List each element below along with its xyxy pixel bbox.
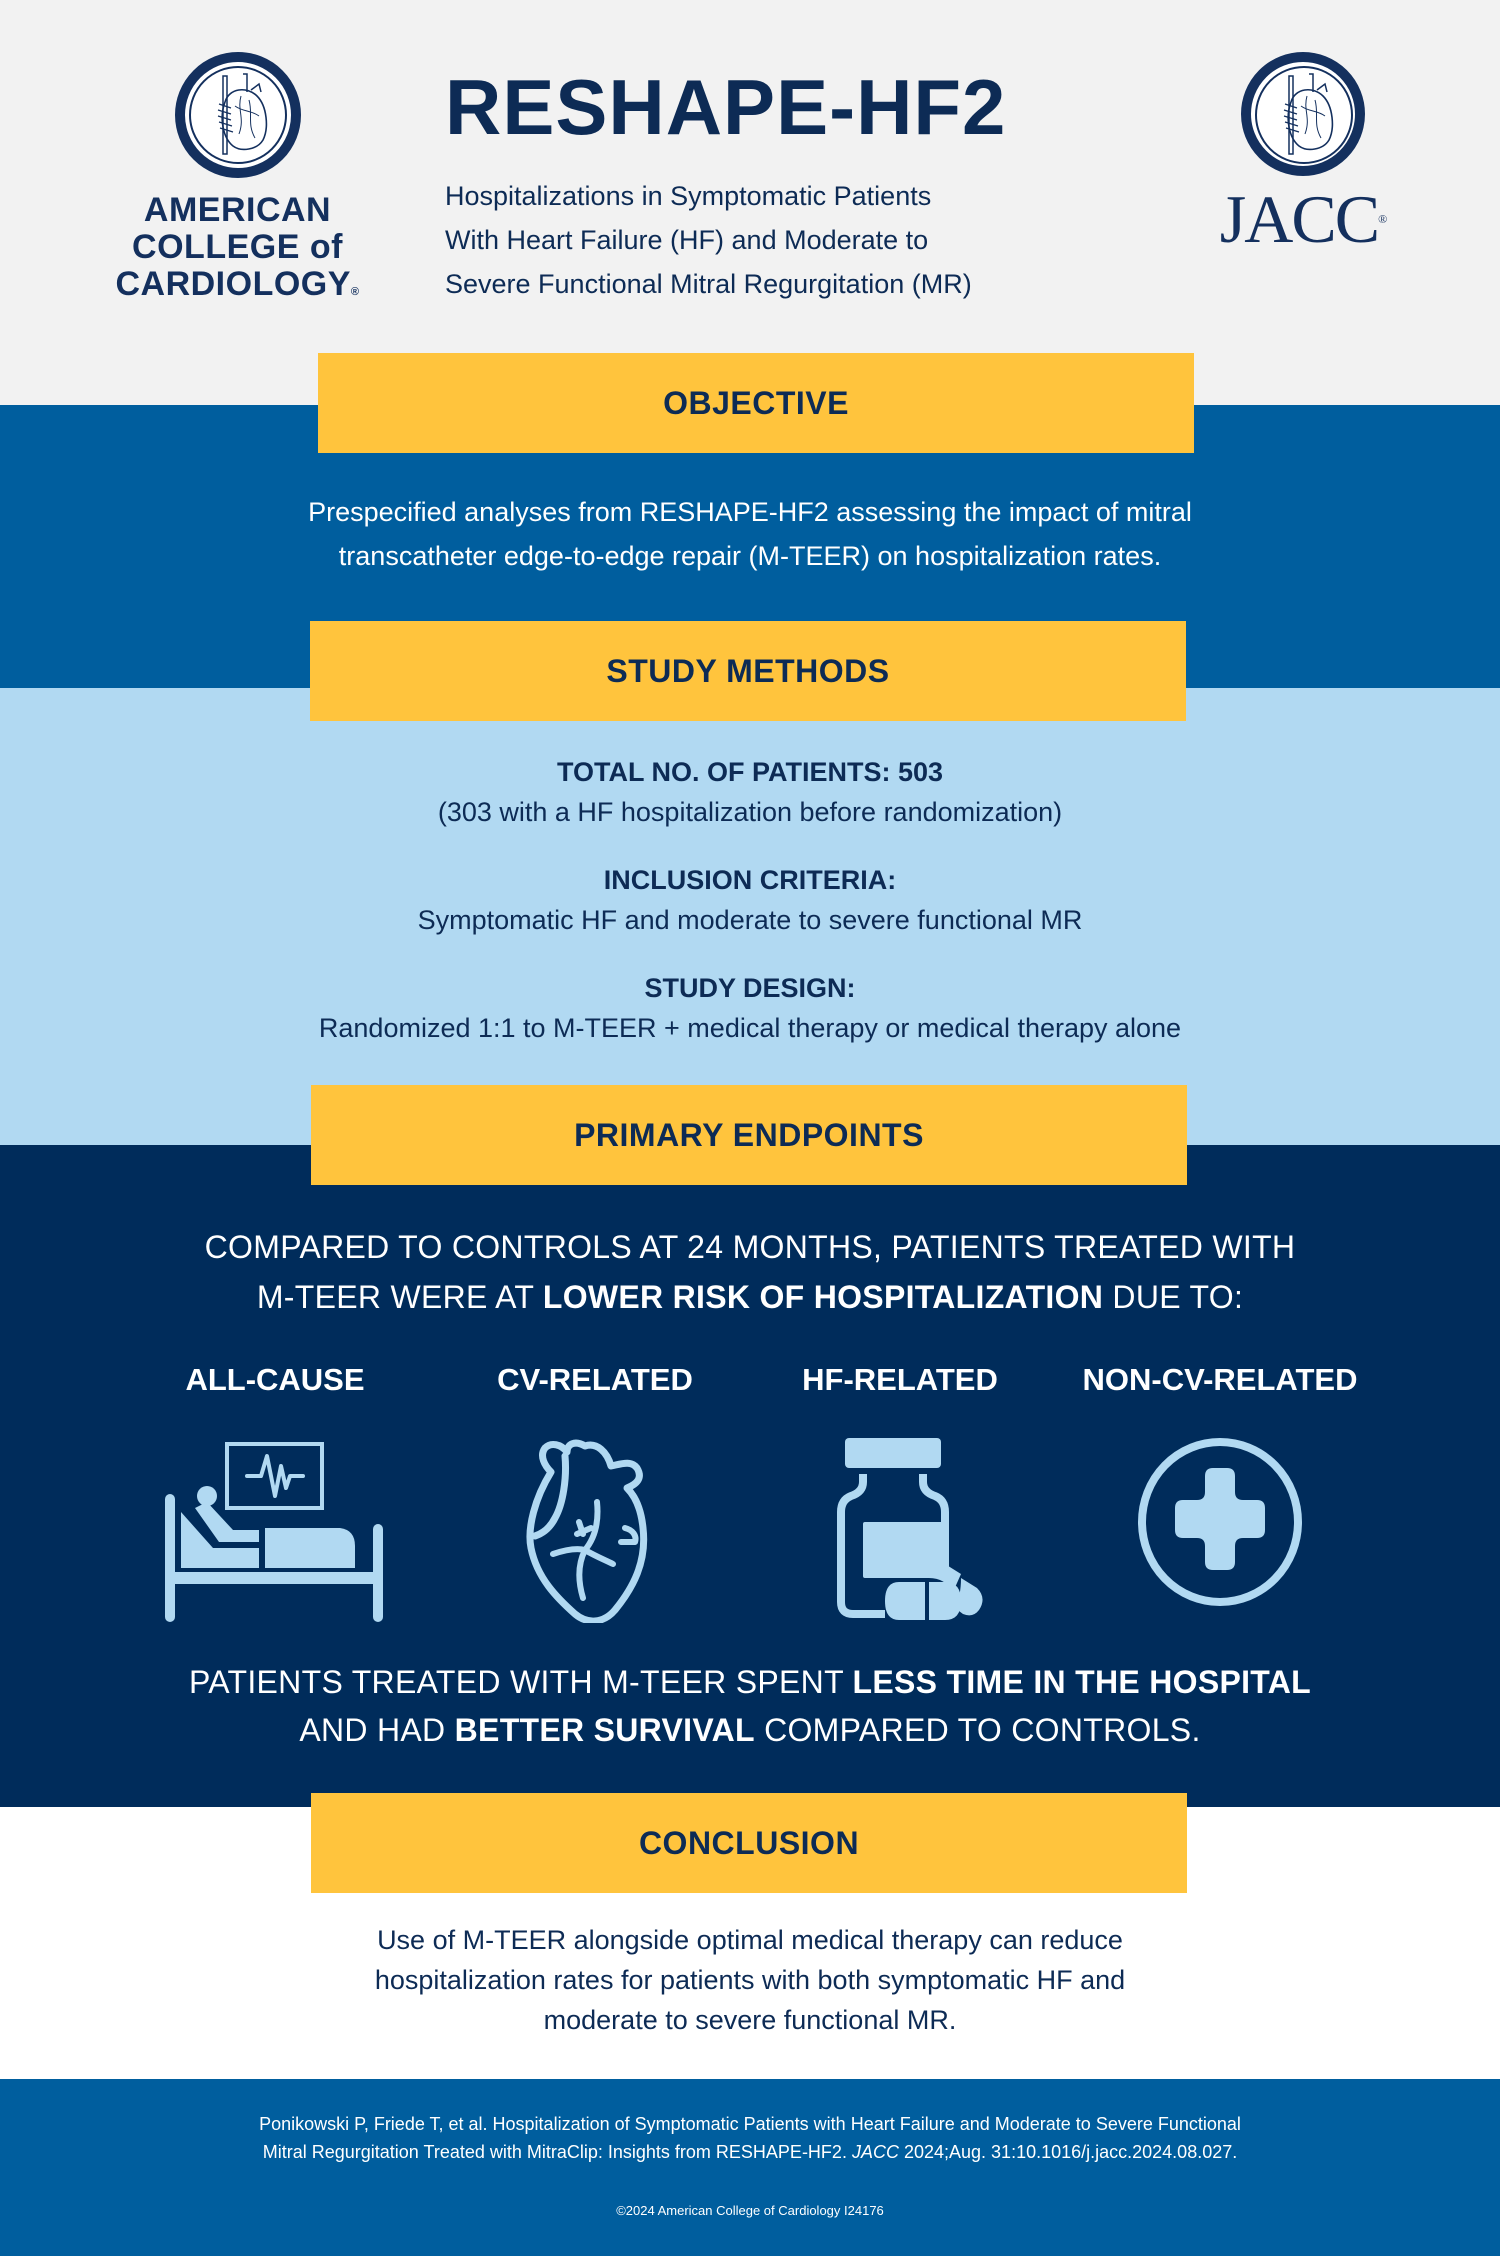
acc-logo [95, 52, 380, 311]
journal-name: JACC [851, 2142, 899, 2162]
conclusion-heading: CONCLUSION [311, 1793, 1187, 1893]
jacc-text: JACC [1219, 181, 1379, 257]
method-label: STUDY DESIGN: [644, 973, 856, 1003]
heart-seal-icon [1241, 52, 1365, 176]
subtitle-line: With Heart Failure (HF) and Moderate to [445, 225, 929, 255]
objective-heading: OBJECTIVE [318, 353, 1194, 453]
method-label: INCLUSION CRITERIA: [603, 865, 897, 895]
outro-line [100, 1706, 1400, 1754]
intro-line [100, 1272, 1400, 1322]
endpoint-label: CV-RELATED [497, 1362, 693, 1397]
endpoint-non-cv-related [1060, 1360, 1380, 1623]
endpoint-all-cause [150, 1360, 400, 1623]
acc-name-line3: CARDIOLOGY [115, 265, 351, 303]
citation [110, 2110, 1390, 2166]
outro-text: COMPARED TO CONTROLS. [754, 1712, 1201, 1748]
intro-text: M-TEER WERE AT [256, 1279, 543, 1315]
conclusion-line: Use of M-TEER alongside optimal medical therapy can reduce [377, 1925, 1123, 1955]
subtitle-line: Hospitalizations in Symptomatic Patients [445, 181, 932, 211]
copyright: ©2024 American College of Cardiology I24176 [616, 2203, 884, 2218]
objective-line: transcatheter edge-to-edge repair (M-TEER) on hospitalization rates. [338, 541, 1162, 571]
registered-mark: ® [1378, 212, 1386, 226]
acc-name-line1: AMERICAN [143, 191, 332, 229]
jacc-logo [1205, 52, 1400, 257]
outro-text: AND HAD [299, 1712, 455, 1748]
outro-emphasis: LESS TIME IN THE HOSPITAL [852, 1664, 1312, 1700]
endpoint-label: ALL-CAUSE [185, 1362, 365, 1397]
medicine-bottle-pills-icon [815, 1438, 985, 1623]
method-item-total-patients [150, 752, 1350, 832]
method-label: TOTAL NO. OF PATIENTS: 503 [556, 757, 944, 787]
method-item-study-design [150, 968, 1350, 1048]
intro-text: DUE TO: [1103, 1279, 1244, 1315]
study-methods-content [150, 752, 1350, 1076]
endpoint-categories [150, 1360, 1400, 1620]
conclusion-text [250, 1920, 1250, 2040]
method-value: (303 with a HF hospitalization before randomization) [437, 797, 1063, 827]
outro-line [100, 1658, 1400, 1706]
page-subtitle [445, 174, 1165, 306]
endpoints-intro [100, 1222, 1400, 1322]
objective-text [150, 490, 1350, 578]
title-block [445, 62, 1165, 306]
method-value: Randomized 1:1 to M-TEER + medical therapy or medical therapy alone [318, 1013, 1182, 1043]
intro-line: COMPARED TO CONTROLS AT 24 MONTHS, PATIENTS TREATED WITH [204, 1229, 1296, 1265]
endpoint-cv-related [470, 1360, 720, 1623]
conclusion-line: moderate to severe functional MR. [543, 2005, 957, 2035]
conclusion-line: hospitalization rates for patients with both symptomatic HF and [374, 1965, 1126, 1995]
method-item-inclusion-criteria [150, 860, 1350, 940]
outro-emphasis: BETTER SURVIVAL [454, 1712, 755, 1748]
acc-name-line2: COLLEGE of [132, 228, 343, 266]
acc-name [95, 192, 380, 311]
primary-endpoints-heading: PRIMARY ENDPOINTS [311, 1085, 1187, 1185]
heart-seal-icon [175, 52, 301, 178]
endpoints-outro [100, 1658, 1400, 1754]
endpoint-label: NON-CV-RELATED [1082, 1362, 1358, 1397]
method-value: Symptomatic HF and moderate to severe functional MR [417, 905, 1083, 935]
subtitle-line: Severe Functional Mitral Regurgitation (MR) [445, 269, 972, 299]
objective-line: Prespecified analyses from RESHAPE-HF2 assessing the impact of mitral [308, 497, 1192, 527]
study-methods-heading: STUDY METHODS [310, 621, 1186, 721]
jacc-wordmark [1205, 181, 1400, 257]
hospital-bed-monitor-icon [165, 1438, 385, 1623]
citation-text: 2024;Aug. 31:10.1016/j.jacc.2024.08.027. [898, 2142, 1238, 2162]
citation-text: Mitral Regurgitation Treated with MitraClip: Insights from RESHAPE-HF2. [262, 2142, 852, 2162]
anatomical-heart-icon [525, 1438, 665, 1623]
citation-line: Ponikowski P, Friede T, et al. Hospitalization of Symptomatic Patients with Heart Failure and Moderate to Severe Functional [259, 2114, 1241, 2134]
registered-mark: ® [350, 286, 360, 298]
endpoint-hf-related [770, 1360, 1030, 1623]
citation-line [110, 2138, 1390, 2166]
page-title: RESHAPE-HF2 [445, 63, 1007, 151]
endpoint-label: HF-RELATED [802, 1362, 998, 1397]
medical-cross-circle-icon [1135, 1438, 1305, 1623]
outro-text: PATIENTS TREATED WITH M-TEER SPENT [188, 1664, 853, 1700]
intro-emphasis: LOWER RISK OF HOSPITALIZATION [542, 1279, 1104, 1315]
header [0, 0, 1500, 405]
footer [0, 2079, 1500, 2256]
